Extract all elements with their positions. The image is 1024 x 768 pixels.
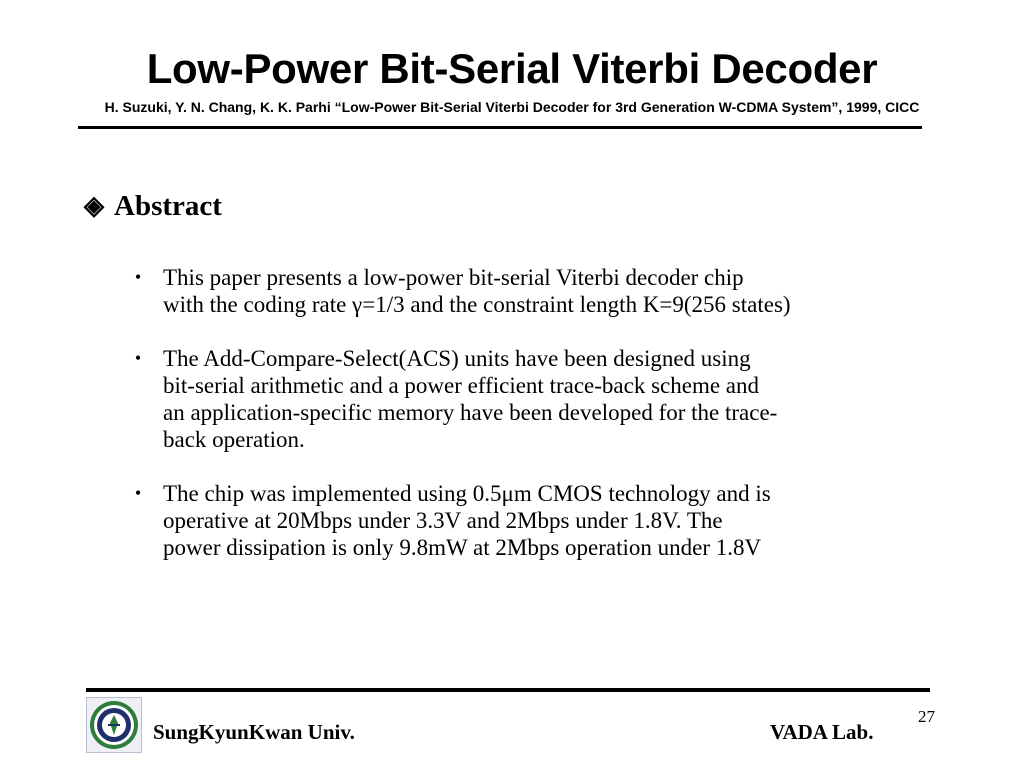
footer-university: SungKyunKwan Univ. <box>153 720 355 744</box>
diamond-icon: ◈ <box>84 191 104 220</box>
bullet-line: This paper presents a low-power bit-serial Viterbi decoder chip <box>163 265 744 290</box>
slide-title: Low-Power Bit-Serial Viterbi Decoder <box>146 45 878 92</box>
section-heading-label: Abstract <box>114 190 222 222</box>
list-item <box>128 264 928 318</box>
bullet-line: power dissipation is only 9.8mW at 2Mbps operation under 1.8V <box>163 535 762 560</box>
section-heading <box>84 188 222 224</box>
bullet-icon: • <box>134 348 142 368</box>
bullet-line: The Add-Compare-Select(ACS) units have been designed using <box>163 346 751 371</box>
list-item <box>128 480 928 561</box>
bullet-line: The chip was implemented using 0.5μm CMOS technology and is <box>163 481 771 506</box>
top-divider <box>78 126 922 129</box>
bullet-line: bit-serial arithmetic and a power efficient trace-back scheme and <box>163 373 760 398</box>
page-number: 27 <box>918 707 935 726</box>
list-item <box>128 345 928 453</box>
bottom-divider <box>86 688 930 692</box>
bullet-line: operative at 20Mbps under 3.3V and 2Mbps under 1.8V. The <box>163 508 723 533</box>
bullet-line: back operation. <box>163 427 305 452</box>
abstract-list <box>128 264 928 588</box>
university-seal-graphic <box>87 698 141 752</box>
bullet-line: an application-specific memory have been developed for the trace- <box>163 400 778 425</box>
university-seal-icon <box>86 697 142 753</box>
bullet-icon: • <box>134 267 142 287</box>
bullet-line: with the coding rate γ=1/3 and the constraint length K=9(256 states) <box>163 292 791 317</box>
footer-lab: VADA Lab. <box>770 720 874 744</box>
citation-text: H. Suzuki, Y. N. Chang, K. K. Parhi “Low-Power Bit-Serial Viterbi Decoder for 3rd Generation W-CDMA System”, 1999, CICC <box>104 99 920 115</box>
bullet-icon: • <box>134 483 142 503</box>
